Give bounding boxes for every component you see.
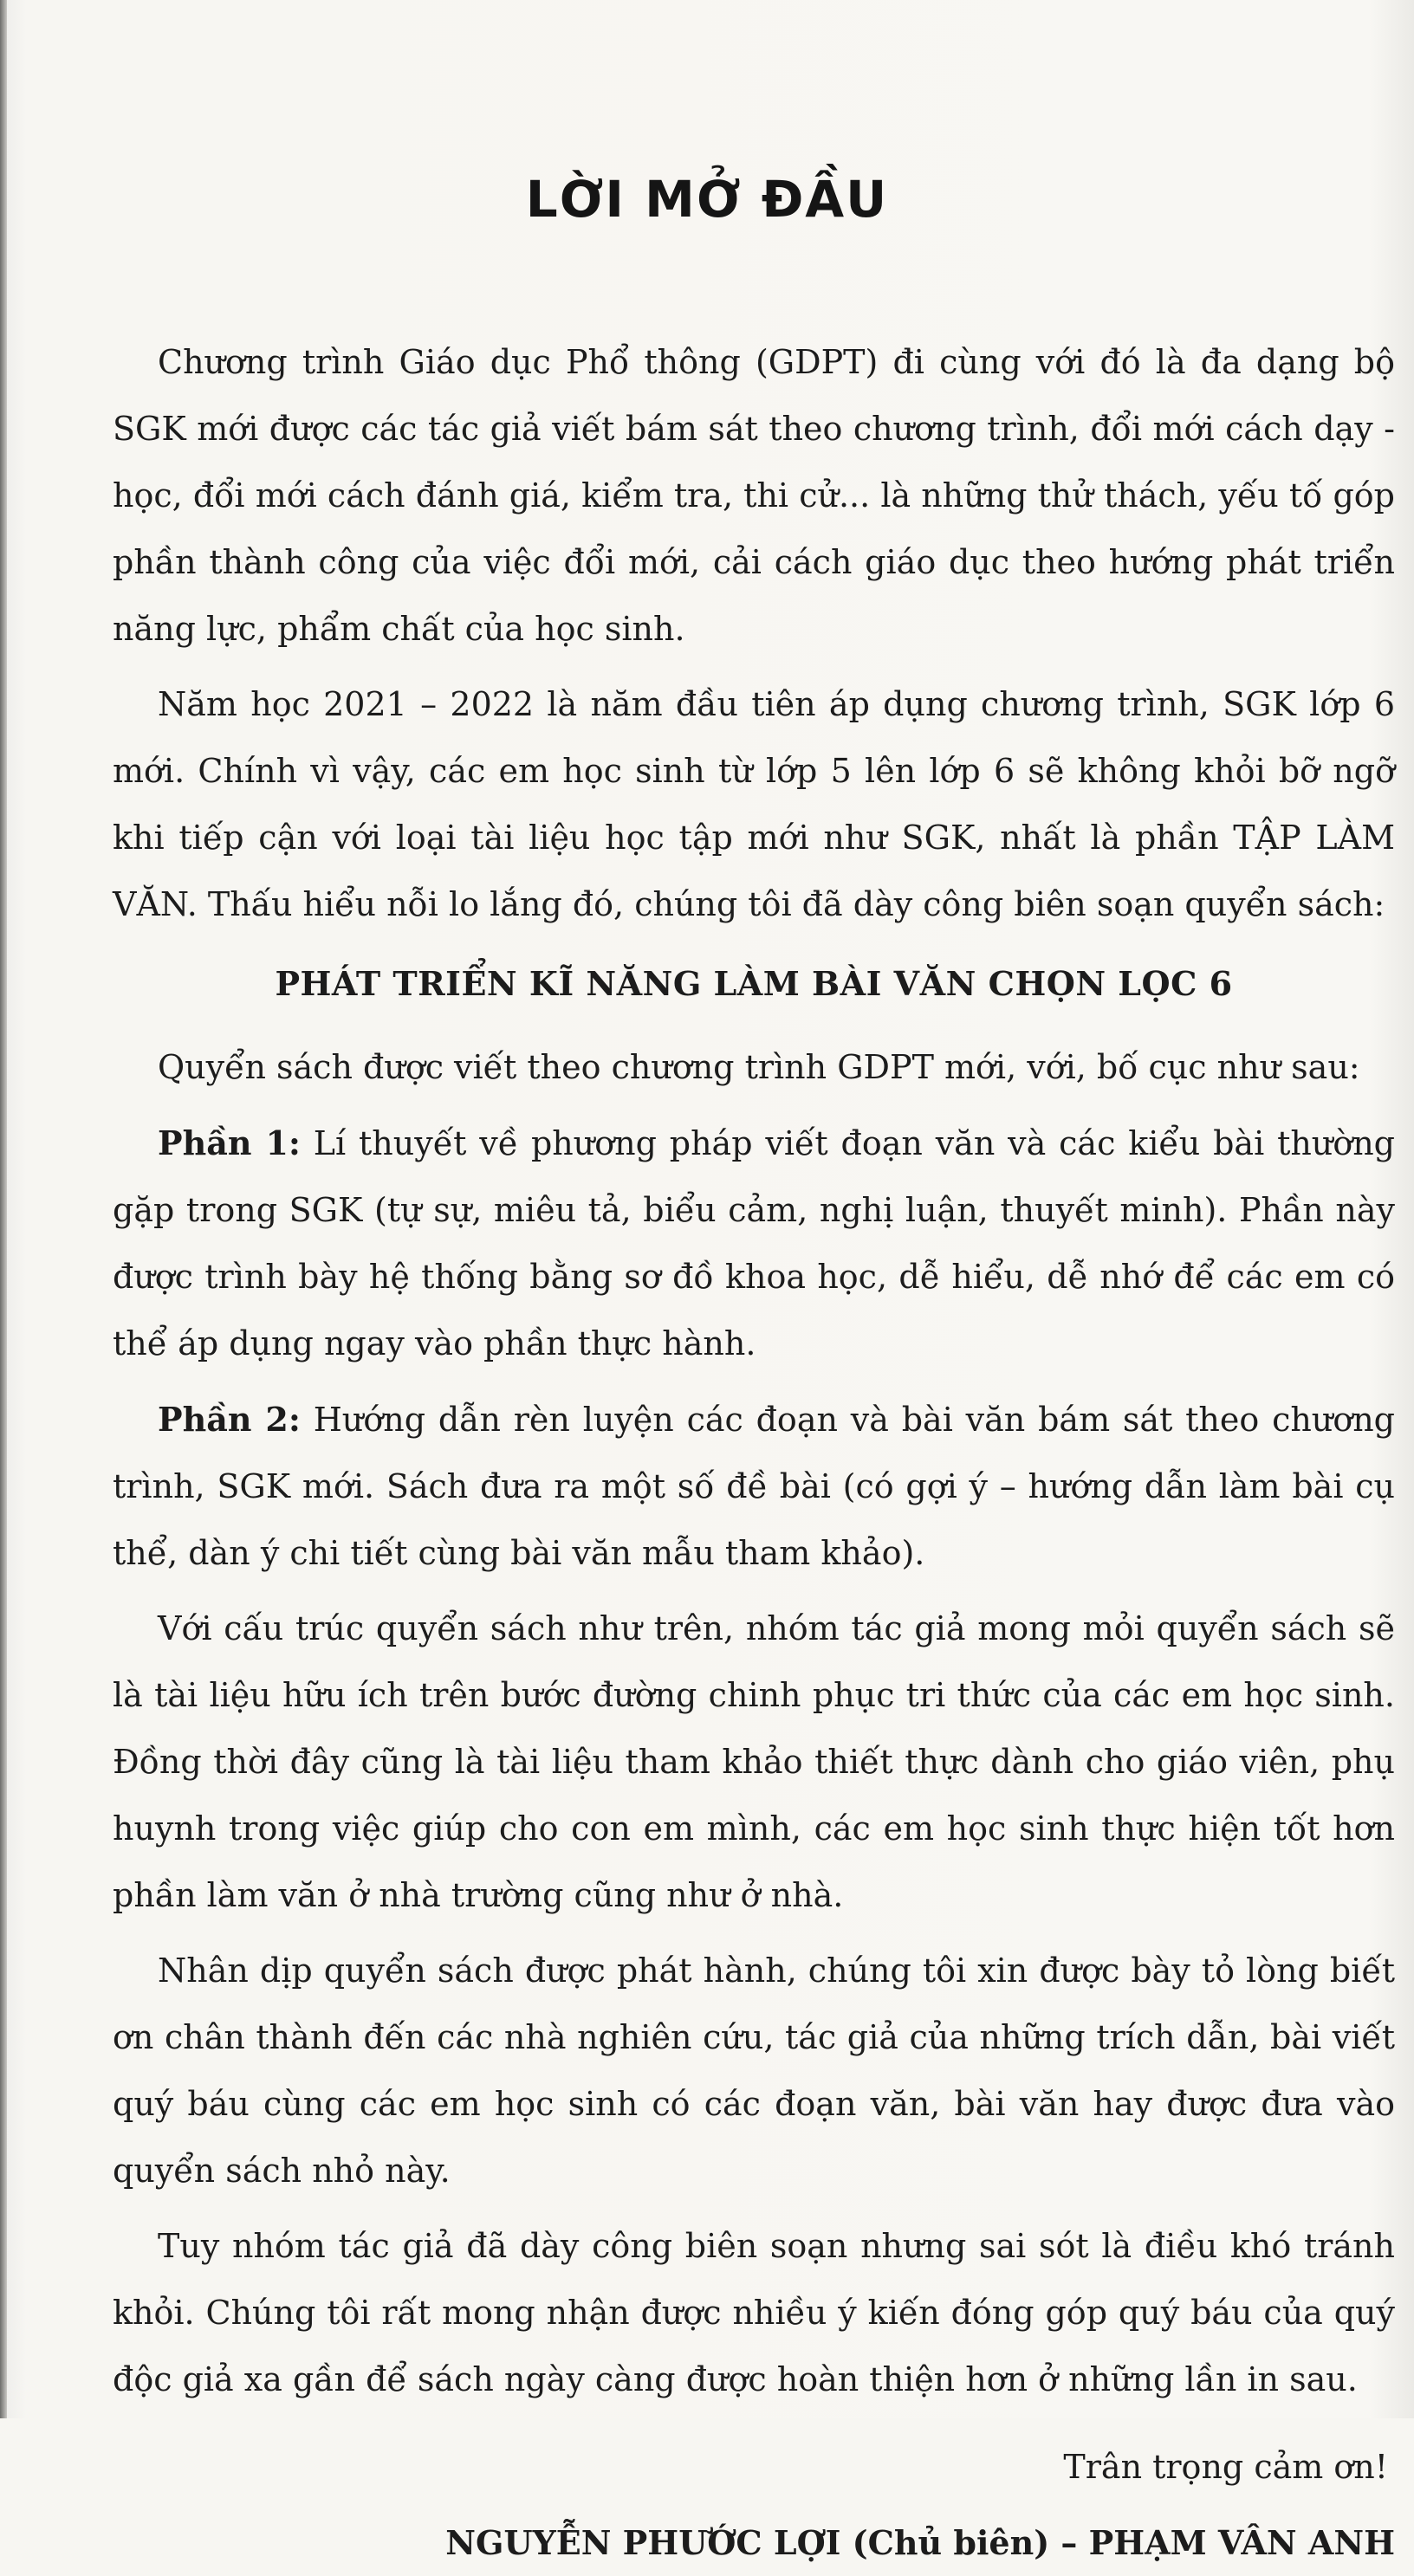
paragraph-thanks: Nhân dịp quyển sách được phát hành, chúng tôi xin được bày tỏ lòng biết ơn chân thành đến các nhà nghiên cứu, tác giả của những trích dẫn, bài viết quý báu cùng các em học sinh có các đoạn văn, bài văn hay được đưa vào quyển sách nhỏ này. — [113, 1951, 1395, 2190]
paragraph-part-1 — [113, 1110, 1395, 1377]
page-title: LỜI MỞ ĐẦU — [525, 170, 889, 229]
book-title-heading: PHÁT TRIỂN KĨ NĂNG LÀM BÀI VĂN CHỌN LỌC 6 — [275, 964, 1233, 1003]
paragraph-structure: Quyển sách được viết theo chương trình GDPT mới, với, bố cục như sau: — [158, 1048, 1360, 1086]
part-1-text: Lí thuyết về phương pháp viết đoạn văn và các kiểu bài thường gặp trong SGK (tự sự, miêu tả, biểu cảm, nghị luận, thuyết minh). Phần này được trình bày hệ thống bằng sơ đồ khoa học, dễ hiểu, dễ nhớ để các em có thể áp dụng ngay vào phần thực hành. — [113, 1124, 1395, 1362]
paragraph-errata: Tuy nhóm tác giả đã dày công biên soạn nhưng sai sót là điều khó tránh khỏi. Chúng tôi rất mong nhận được nhiều ý kiến đóng góp quý báu của quý độc giả xa gần để sách ngày càng được hoàn thiện hơn ở những lần in sau. — [113, 2227, 1395, 2398]
paragraph-purpose: Với cấu trúc quyển sách như trên, nhóm tác giả mong mỏi quyển sách sẽ là tài liệu hữu ích trên bước đường chinh phục tri thức của các em học sinh. Đồng thời đây cũng là tài liệu tham khảo thiết thực dành cho giáo viên, phụ huynh trong việc giúp cho con em mình, các em học sinh thực hiện tốt hơn phần làm văn ở nhà trường cũng như ở nhà. — [113, 1609, 1395, 1914]
author-signature: NGUYỄN PHƯỚC LỢI (Chủ biên) – PHẠM VÂN ANH — [445, 2523, 1395, 2562]
part-1-label: Phần 1: — [158, 1123, 301, 1162]
paragraph-school-year: Năm học 2021 – 2022 là năm đầu tiên áp dụng chương trình, SGK lớp 6 mới. Chính vì vậy, các em học sinh từ lớp 5 lên lớp 6 sẽ không khỏi bỡ ngỡ khi tiếp cận với loại tài liệu học tập mới như SGK, nhất là phần TẬP LÀM VĂN. Thấu hiểu nỗi lo lắng đó, chúng tôi đã dày công biên soạn quyển sách: — [113, 685, 1395, 923]
document-body — [113, 329, 1395, 2576]
paragraph-intro: Chương trình Giáo dục Phổ thông (GDPT) đi cùng với đó là đa dạng bộ SGK mới được các tác giả viết bám sát theo chương trình, đổi mới cách dạy - học, đổi mới cách đánh giá, kiểm tra, thi cử... là những thử thách, yếu tố góp phần thành công của việc đổi mới, cải cách giáo dục theo hướng phát triển năng lực, phẩm chất của học sinh. — [113, 343, 1395, 648]
paragraph-part-2 — [113, 1386, 1395, 1587]
closing-line: Trân trọng cảm ơn! — [1063, 2448, 1388, 2486]
part-2-text: Hướng dẫn rèn luyện các đoạn và bài văn bám sát theo chương trình, SGK mới. Sách đưa ra một số đề bài (có gợi ý – hướng dẫn làm bài cụ thể, dàn ý chi tiết cùng bài văn mẫu tham khảo). — [113, 1401, 1396, 1572]
part-2-label: Phần 2: — [158, 1400, 301, 1439]
page-binding-edge — [0, 0, 7, 2418]
